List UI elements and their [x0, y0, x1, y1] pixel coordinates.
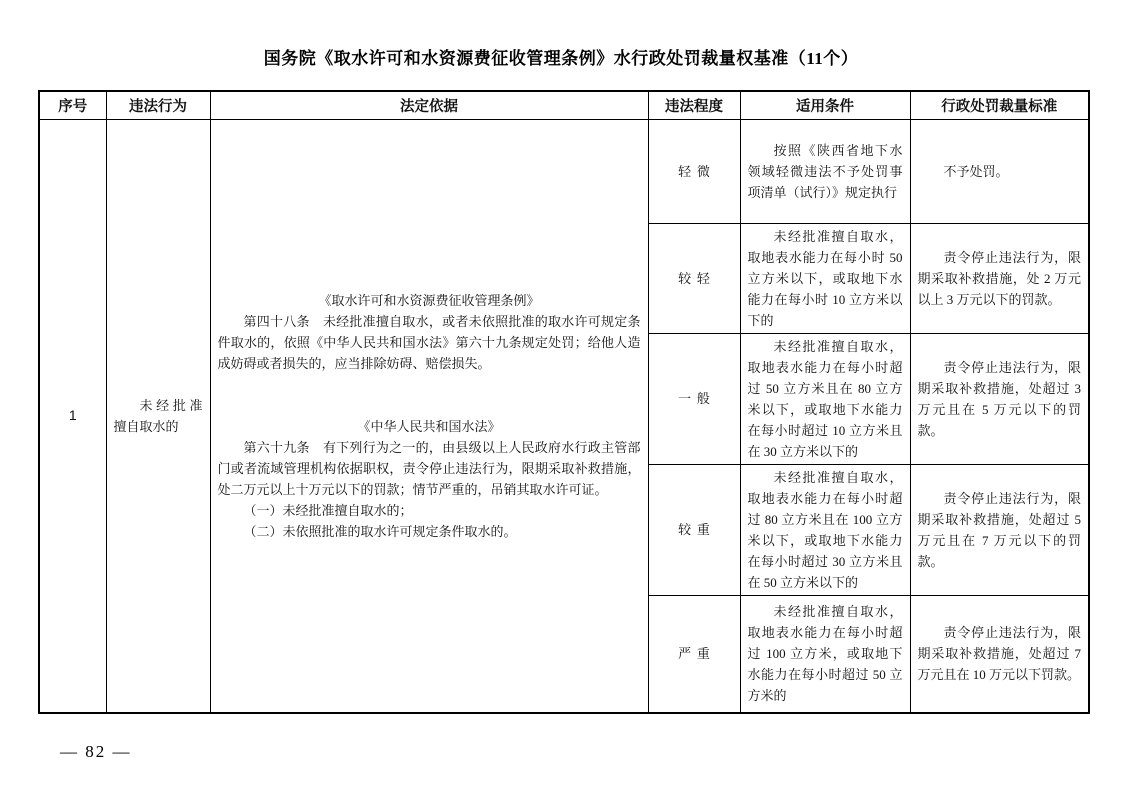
- page-title: 国务院《取水许可和水资源费征收管理条例》水行政处罚裁量权基准（11个）: [263, 49, 859, 68]
- penalty-text: 责令停止违法行为，限期采取补救措施，处超过 5 万元且在 7 万元以下的罚款。: [917, 490, 1081, 569]
- degree-label: 轻微: [678, 163, 716, 179]
- cell-penalty: [910, 333, 1089, 464]
- cell-degree: [648, 333, 740, 464]
- degree-label: 较重: [678, 522, 716, 537]
- cell-condition: [740, 333, 910, 464]
- col-header-index: 序号: [39, 91, 106, 119]
- legal-basis-doc2-item2: （二）未依照批准的取水许可规定条件取水的。: [243, 523, 517, 539]
- cell-degree: [648, 595, 740, 713]
- condition-text: 未经批准擅自取水，取地表水能力在每小时超过 50 立方米且在 80 立方米以下，或取地下水能力在每小时超过 10 立方米且在 30 立方米以下的: [747, 338, 903, 459]
- condition-text: 未经批准擅自取水，取地表水能力在每小时 50 立方米以下，或取地下水能力在每小时 10 立方米以下的: [747, 228, 903, 328]
- legal-basis-doc2-text: 第六十九条 有下列行为之一的，由县级以上人民政府水行政主管部门或者流域管理机构依据职权，责令停止违法行为，限期采取补救措施，处二万元以上十万元以下的罚款；情节严重的，吊销其取水许可证。: [217, 439, 641, 497]
- legal-basis-doc1-title: 《取水许可和水资源费征收管理条例》: [318, 292, 540, 308]
- condition-text: 按照《陕西省地下水领域轻微违法不予处罚事项清单（试行）》规定执行: [747, 142, 903, 200]
- violation-text: 未经批准擅自取水的: [113, 397, 203, 434]
- cell-condition: [740, 595, 910, 713]
- cell-degree: [648, 223, 740, 333]
- penalty-text: 责令停止违法行为，限期采取补救措施，处 2 万元以上 3 万元以下的罚款。: [917, 249, 1081, 307]
- table-row-degree-qingwei: [39, 119, 1089, 223]
- cell-penalty: [910, 119, 1089, 223]
- col-header-penalty-standard: 行政处罚裁量标准: [910, 91, 1089, 119]
- table-header-row: [39, 91, 1089, 119]
- cell-violation: [106, 119, 210, 713]
- penalty-text: 责令停止违法行为，限期采取补救措施，处超过 3 万元且在 5 万元以下的罚款。: [917, 359, 1081, 438]
- penalty-text: 责令停止违法行为，限期采取补救措施，处超过 7 万元且在 10 万元以下罚款。: [917, 625, 1081, 683]
- degree-label: 严重: [678, 646, 716, 662]
- cell-penalty: [910, 464, 1089, 595]
- condition-text: 未经批准擅自取水，取地表水能力在每小时超过 80 立方米且在 100 立方米以下，或取地下水能力在每小时超过 30 立方米且在 50 立方米以下的: [747, 469, 903, 590]
- legal-basis-doc1-text: 第四十八条 未经批准擅自取水，或者未依照批准的取水许可规定条件取水的，依照《中华人民共和国水法》第六十九条规定处罚；给他人造成妨碍或者损失的，应当排除妨碍、赔偿损失。: [217, 313, 641, 371]
- legal-basis-doc2-title: 《中华人民共和国水法》: [357, 418, 501, 434]
- cell-penalty: [910, 595, 1089, 713]
- cell-condition: [740, 223, 910, 333]
- degree-label: 一般: [678, 391, 716, 406]
- cell-degree: [648, 119, 740, 223]
- cell-penalty: [910, 223, 1089, 333]
- degree-label: 较轻: [678, 270, 716, 286]
- col-header-degree: 违法程度: [648, 91, 740, 119]
- cell-condition: [740, 119, 910, 223]
- condition-text: 未经批准擅自取水，取地表水能力在每小时超过 100 立方米，或取地下水能力在每小时超过 50 立方米的: [747, 604, 903, 704]
- col-header-legal-basis: 法定依据: [210, 91, 648, 119]
- col-header-condition: 适用条件: [740, 91, 910, 119]
- cell-condition: [740, 464, 910, 595]
- cell-degree: [648, 464, 740, 595]
- legal-basis-doc2-item1: （一）未经批准擅自取水的；: [243, 502, 413, 518]
- col-header-violation: 违法行为: [106, 91, 210, 119]
- penalty-text: 不予处罚。: [943, 163, 1009, 179]
- cell-sequence-number: 1: [39, 119, 106, 713]
- cell-legal-basis: [210, 119, 648, 713]
- penalty-standards-table: [38, 90, 1090, 714]
- page-number: — 82 —: [60, 742, 132, 761]
